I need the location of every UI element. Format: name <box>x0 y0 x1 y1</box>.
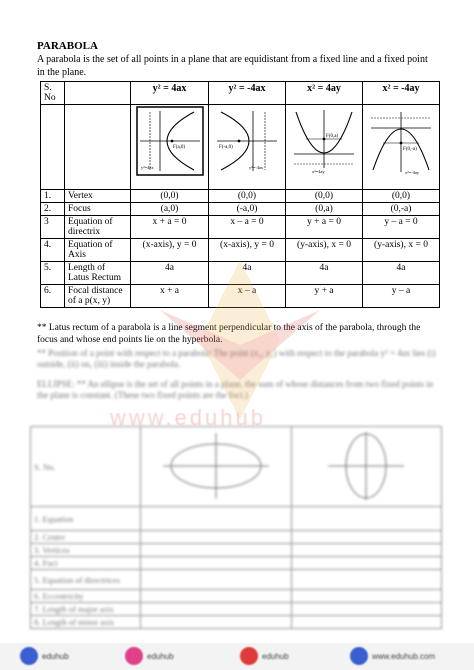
blurred-position-text: ** Position of a point with respect to a parabola: The point (x₁, y₁) with respect to the parabola y² = 4ax lies (i) outside, (ii) on, (iii) inside the parabola. <box>37 348 436 369</box>
page-title: PARABOLA <box>37 40 98 52</box>
footer-link-2[interactable]: eduhub <box>125 647 174 665</box>
focus-label: F(-a,0) <box>219 145 233 150</box>
parabola-graph-up <box>290 106 358 176</box>
footer-bar <box>0 643 474 670</box>
equation-header: x² = -4ay <box>363 82 440 105</box>
social-icon <box>20 647 38 665</box>
graph-row <box>41 105 440 190</box>
table-row: 4. Equation of Axis (x-axis), y = 0 (x-axis), y = 0 (y-axis), x = 0 (y-axis), x = 0 <box>41 239 440 262</box>
ellipse-graph-horizontal <box>161 431 271 501</box>
footer-link-1[interactable]: eduhub <box>20 647 69 665</box>
table-row: 1. Vertex (0,0) (0,0) (0,0) (0,0) <box>41 190 440 203</box>
row-label: Vertex <box>65 190 131 203</box>
equation-header: y² = 4ax <box>131 82 209 105</box>
globe-icon <box>350 647 368 665</box>
social-icon <box>125 647 143 665</box>
table-header-row <box>41 82 440 105</box>
equation-header: x² = 4ay <box>286 82 363 105</box>
equation-header: y² = -4ax <box>209 82 286 105</box>
equation-label: y²=4ax <box>140 165 154 170</box>
blurred-ellipse-text: ELLIPSE: ** An ellipse is the set of all points in a plane, the sum of whose distances from two fixed points in the plane is constant. (These two fixed points are the foci.) <box>37 379 434 400</box>
footer-link-4[interactable]: www.eduhub.com <box>350 647 435 665</box>
table-row: 6. Focal distance of a p(x, y) x + a x – a y + a y – a <box>41 285 440 308</box>
footer-link-3[interactable]: eduhub <box>240 647 289 665</box>
row-label: Length of Latus Rectum <box>65 262 131 285</box>
sno-header: S. No <box>41 82 65 105</box>
ellipse-graph-vertical <box>326 431 406 501</box>
video-icon <box>240 647 258 665</box>
watermark-text: www.eduhub <box>110 405 266 430</box>
table-row: 5. Length of Latus Rectum 4a 4a 4a 4a <box>41 262 440 285</box>
table-row: 3 Equation of directrix x + a = 0 x – a = 0 y + a = 0 y – a = 0 <box>41 216 440 239</box>
parabola-graph-down <box>367 106 435 176</box>
latus-rectum-note: ** Latus rectum of a parabola is a line segment perpendicular to the axis of the parabola, through the focus and whose end points lie on the hyperbola. <box>37 323 421 345</box>
row-label: Equation of Axis <box>65 239 131 262</box>
intro-paragraph: A parabola is the set of all points in a plane that are equidistant from a fixed line and a fixed point in the plane. <box>37 54 428 78</box>
focus-label: F(a,0) <box>172 145 185 150</box>
equation-label: x²=-4ay <box>405 170 420 175</box>
blurred-ellipse-table: S. No. 1. Equation 2. Centre 3. Vertices 4. Foci 5. Equation of directrices 6. Eccentricity 7. Length of major axis 8. Length of minor axis <box>30 426 442 629</box>
table-row: 2. Focus (a,0) (-a,0) (0,a) (0,-a) <box>41 203 440 216</box>
parabola-table <box>40 81 440 308</box>
focus-label: F(0,-a) <box>403 147 417 152</box>
row-label: Focus <box>65 203 131 216</box>
equation-label: x²=4ay <box>312 169 325 174</box>
parabola-graph-right <box>136 106 204 176</box>
focus-label: F(0,a) <box>326 134 339 139</box>
parabola-graph-left <box>213 106 281 176</box>
row-label: Equation of directrix <box>65 216 131 239</box>
equation-label: y²=-4ax <box>249 165 264 170</box>
row-label: Focal distance of a p(x, y) <box>65 285 131 308</box>
